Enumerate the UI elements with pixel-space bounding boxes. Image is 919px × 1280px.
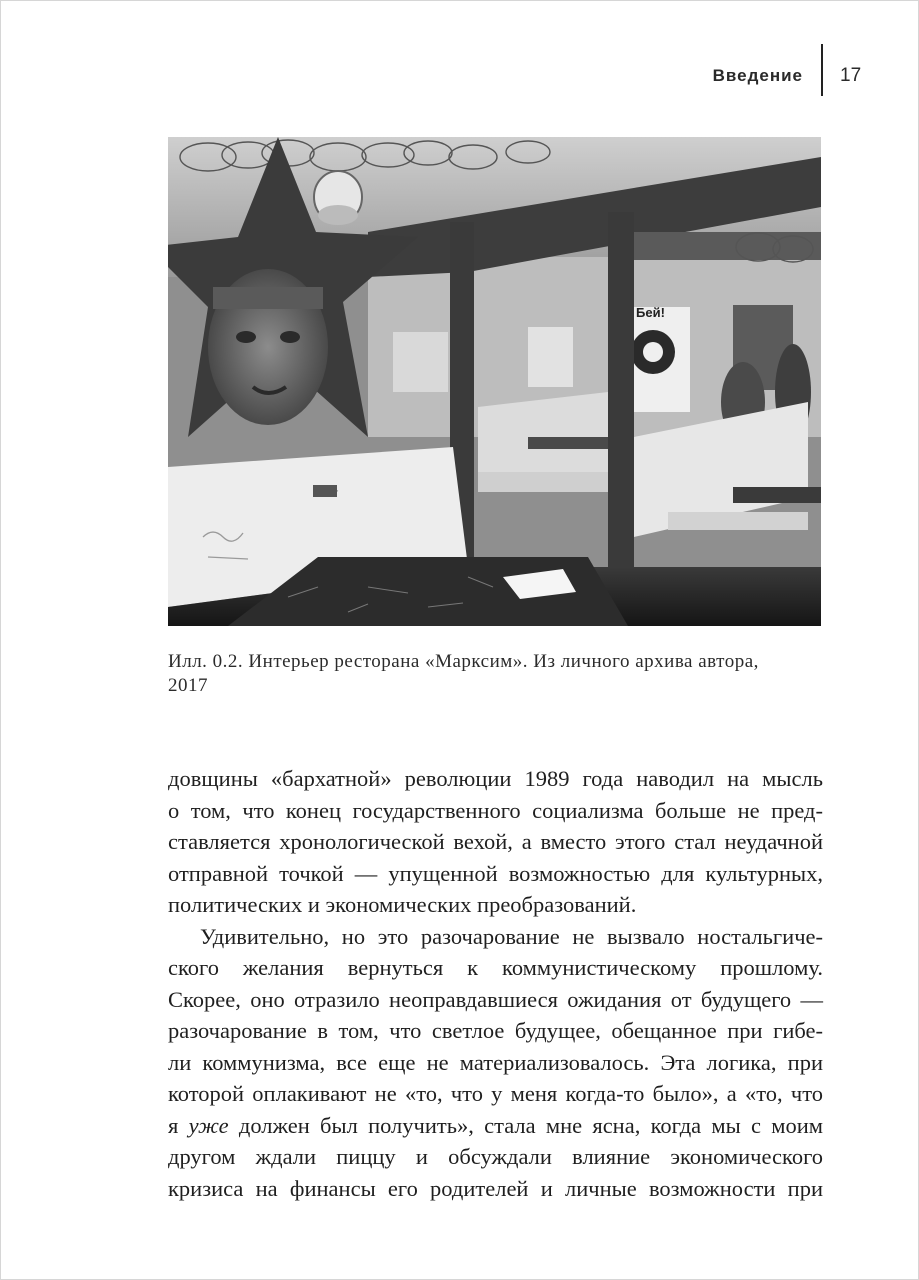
body-line: кризиса на финансы его родителей и личные возможности при	[168, 1175, 823, 1201]
body-line: разочарование в том, что светлое будущее, обещанное при гибе-	[168, 1018, 823, 1043]
body-line: о том, что конец государственного социализма больше не пред-	[168, 797, 823, 823]
paragraph-start-line: Удивительно, но это разочарование не вызвало ностальгиче-	[200, 923, 823, 949]
poster-sign: Бей!	[636, 305, 665, 320]
body-line: другом ждали пиццу и обсуждали влияние экономического	[168, 1144, 823, 1169]
caption-line-1: Илл. 0.2. Интерьер ресторана «Марксим». Из личного архива автора,	[168, 651, 759, 672]
body-line: Скорее, оно отразило неоправдавшиеся ожидания от будущего —	[168, 986, 823, 1012]
figure-caption	[168, 650, 823, 698]
body-text	[168, 763, 823, 1204]
italic-emphasis: уже	[188, 1112, 229, 1138]
body-line: которой оплакивают не «то, что у меня когда-то было», а «то, что	[168, 1081, 823, 1106]
body-line: ли коммунизма, все еще не материализовалось. Эта логика, при	[168, 1049, 823, 1075]
restaurant-interior-photo	[168, 137, 821, 626]
text-segment: я	[168, 1112, 189, 1138]
caption-line-2: 2017	[168, 675, 208, 696]
body-line: ского желания вернуться к коммунистическому прошлому.	[168, 955, 823, 980]
body-line-with-italic	[168, 1110, 823, 1142]
running-header	[0, 40, 919, 96]
body-line: отправной точкой — упущенной возможностью для культурных,	[168, 860, 823, 886]
body-line: довщины «бархатной» революции 1989 года наводил на мысль	[168, 766, 823, 791]
header-divider	[821, 44, 823, 96]
section-title: Введение	[712, 66, 803, 85]
page-number: 17	[840, 65, 862, 86]
body-line: ставляется хронологической вехой, а вместо этого стал неудачной	[168, 829, 823, 854]
body-line: политических и экономических преобразований.	[168, 892, 637, 917]
text-segment: должен был получить», стала мне ясна, когда мы с моим	[228, 1112, 823, 1138]
